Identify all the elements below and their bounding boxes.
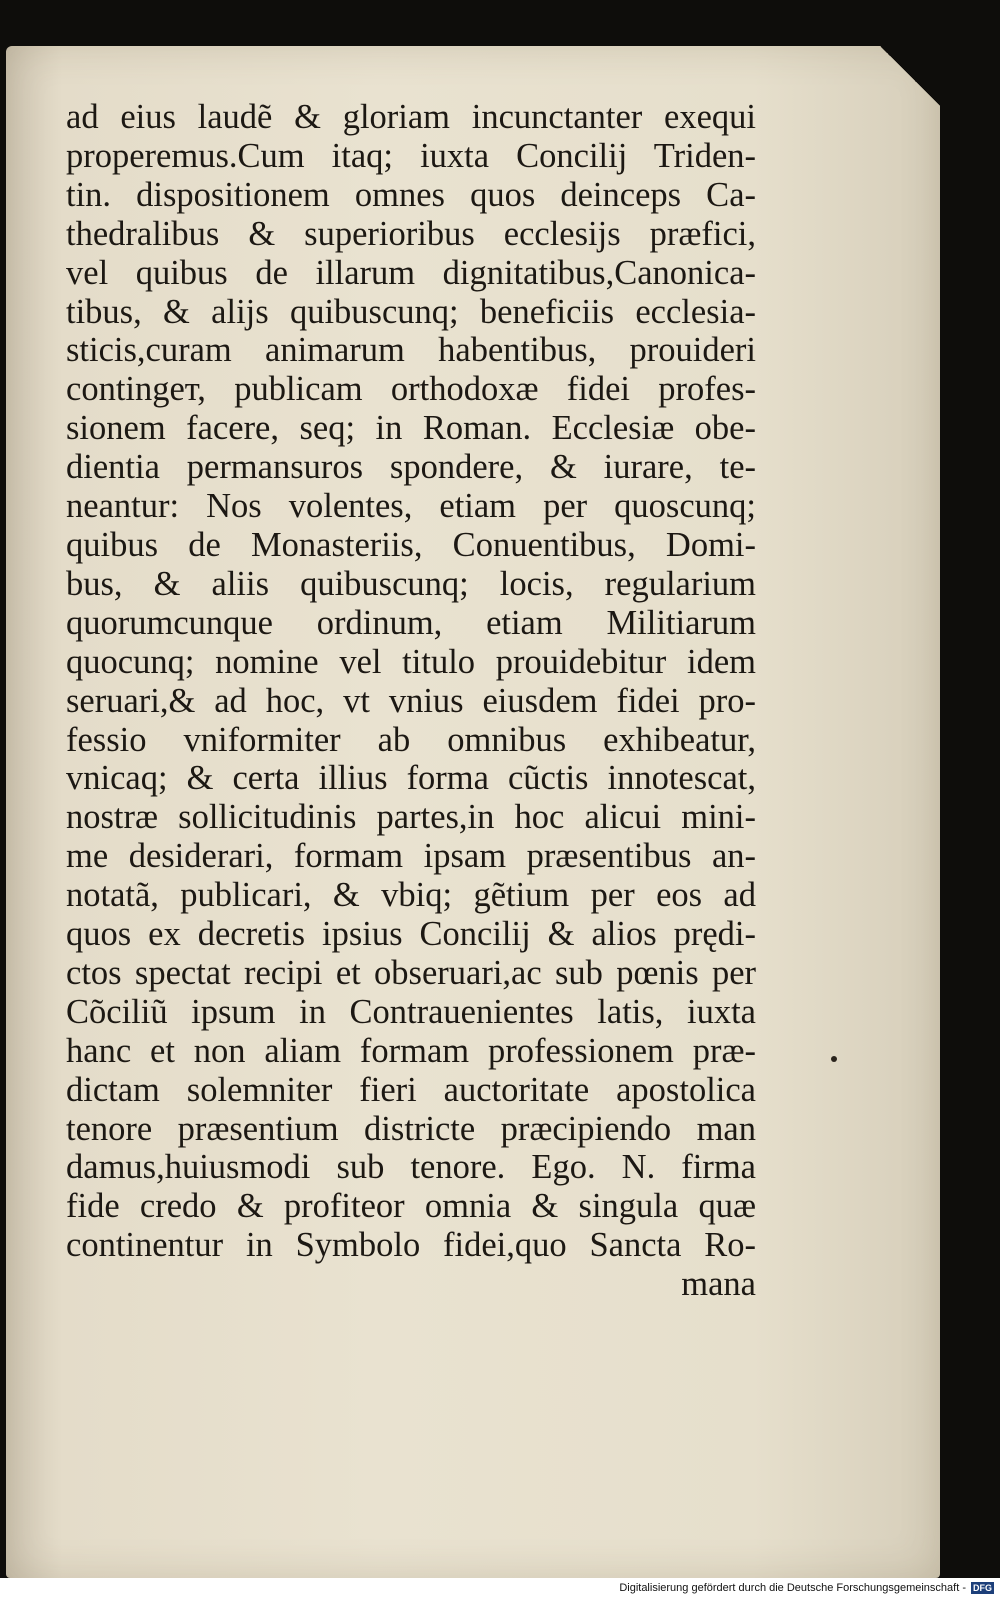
text-line: notatã, publicari, & vbiq; gẽtium per eos ad (66, 876, 756, 915)
text-line: quocunq; nomine vel titulo prouidebitur idem (66, 642, 756, 681)
text-line: tin. dispositionem omnes quos deinceps Ca- (66, 175, 756, 214)
text-line: dientia permansuros spondere, & iurare, te- (66, 448, 756, 487)
text-line: quorumcunque ordinum, etiam Militiarum (66, 603, 756, 642)
page-text (66, 98, 756, 1304)
dfg-logo-icon: DFG (973, 1583, 992, 1593)
book-page (6, 46, 940, 1578)
text-line: thedralibus & superioribus ecclesijs præfici, (66, 214, 756, 253)
text-line: Cõciliũ ipsum in Contrauenientes latis, iuxta (66, 992, 756, 1031)
text-line: hanc et non aliam formam professionem præ- (66, 1031, 756, 1070)
text-line: vel quibus de illarum dignitatibus,Canonica- (66, 253, 756, 292)
text-line: ad eius laudẽ & gloriam incunctanter exequi (66, 98, 756, 136)
digitization-footer (0, 1578, 1000, 1598)
text-line: continentur in Symbolo fidei,quo Sancta Ro- (66, 1226, 756, 1265)
ink-speck (831, 1056, 837, 1062)
text-line: nostræ sollicitudinis partes,in hoc alicui mini- (66, 798, 756, 837)
footer-credit: Digitalisierung gefördert durch die Deutsche Forschungsgemeinschaft - (619, 1582, 966, 1594)
text-line: tibus, & alijs quibuscunq; beneficiis ecclesia- (66, 292, 756, 331)
catchword: mana (681, 1265, 756, 1304)
text-line: quos ex decretis ipsius Concilij & alios prędi- (66, 915, 756, 954)
text-line: ctos spectat recipi et obseruari,ac sub pœnis per (66, 953, 756, 992)
text-line: me desiderari, formam ipsam præsentibus an- (66, 837, 756, 876)
text-line: seruari,& ad hoc, vt vnius eiusdem fidei pro- (66, 681, 756, 720)
text-line: vnicaq; & certa illius forma cũctis innotescat, (66, 759, 756, 798)
text-line: fessio vniformiter ab omnibus exhibeatur, (66, 720, 756, 759)
text-line: fide credo & profiteor omnia & singula quæ (66, 1187, 756, 1226)
text-line: sticis,curam animarum habentibus, prouideri (66, 331, 756, 370)
text-line: quibus de Monasteriis, Conuentibus, Domi- (66, 525, 756, 564)
text-line: contingет, publicam orthodoxæ fidei profes- (66, 370, 756, 409)
text-line: sionem facere, seq; in Roman. Ecclesiæ obe- (66, 409, 756, 448)
text-line: dictam solemniter fieri auctoritate apostolica (66, 1070, 756, 1109)
text-line: properemus.Cum itaq; iuxta Concilij Triden- (66, 136, 756, 175)
text-line: bus, & aliis quibuscunq; locis, regularium (66, 564, 756, 603)
text-line: neantur: Nos volentes, etiam per quoscunq; (66, 487, 756, 526)
text-line: damus,huiusmodi sub tenore. Ego. N. firma (66, 1148, 756, 1187)
text-line: tenore præsentium districte præcipiendo man (66, 1109, 756, 1148)
